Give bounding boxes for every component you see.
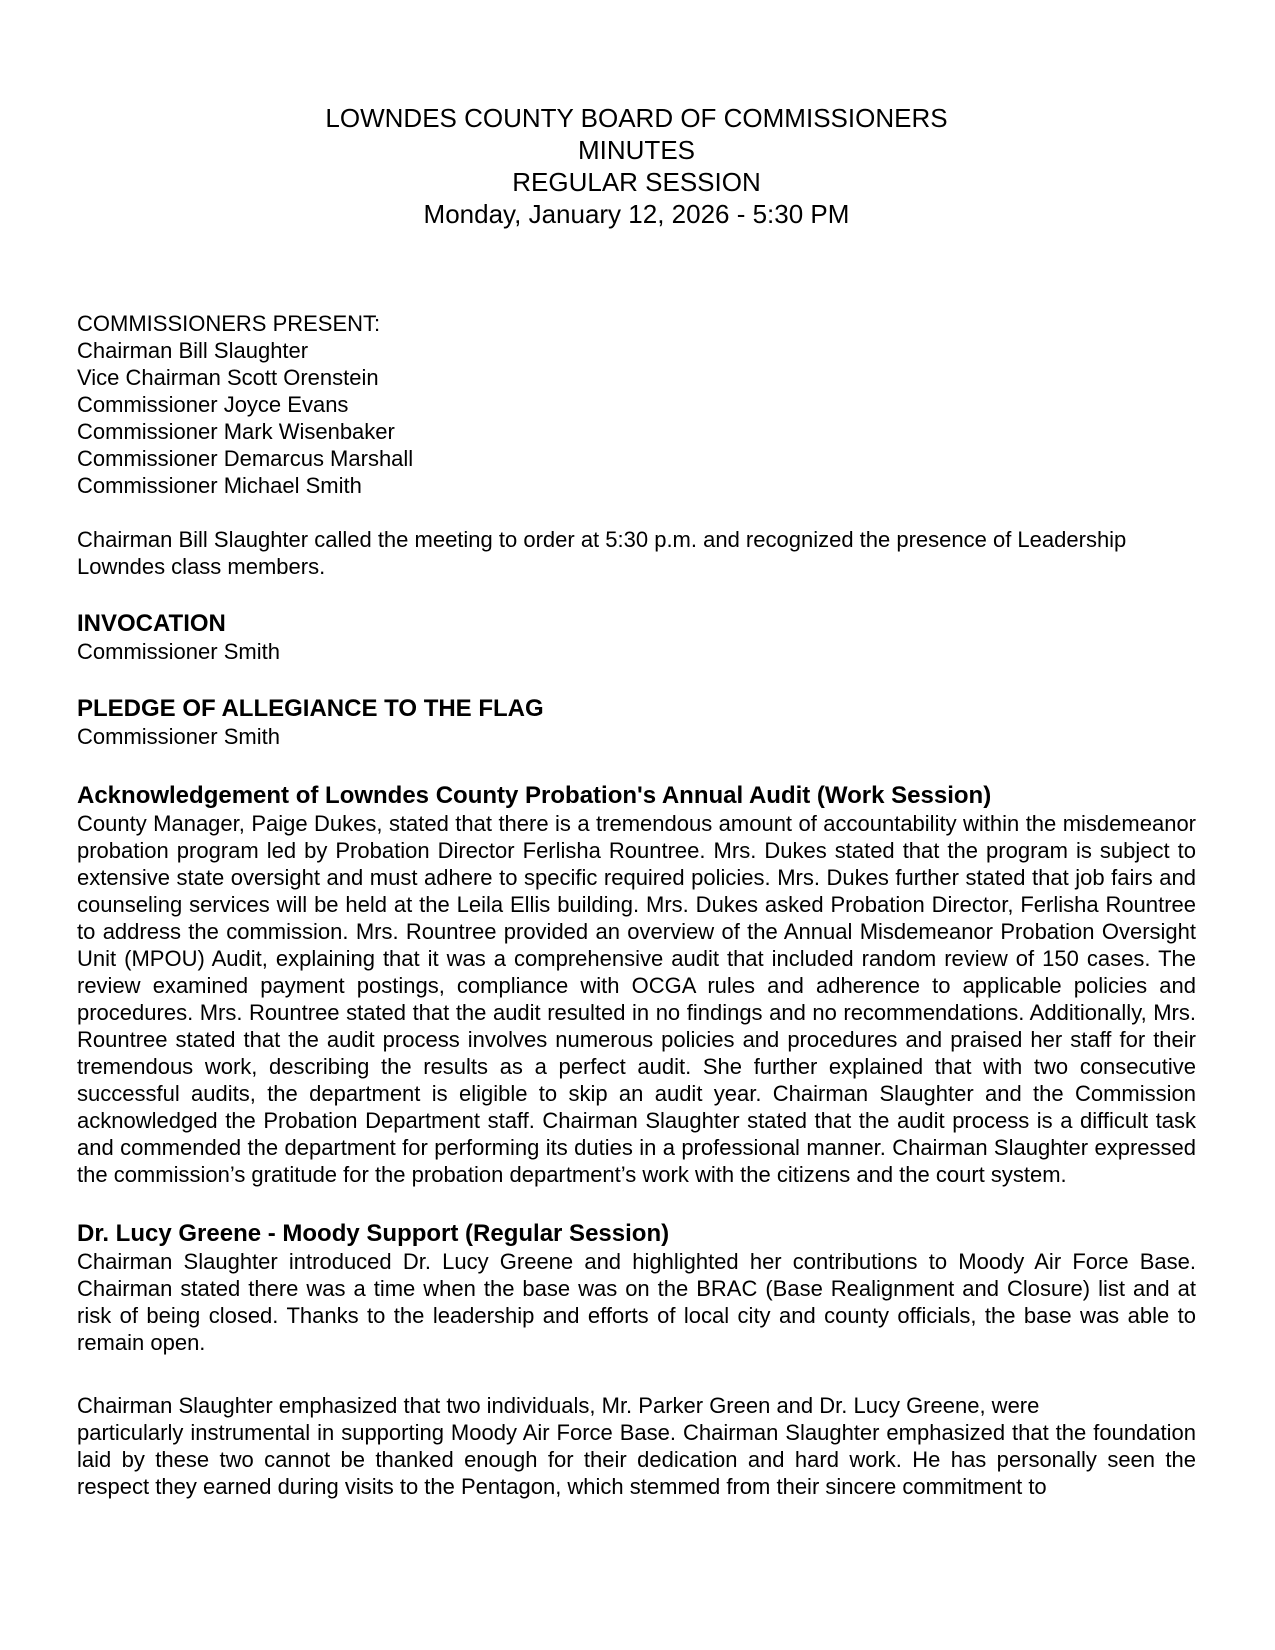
invocation-section xyxy=(77,610,1196,665)
attendee-commissioner-evans: Commissioner Joyce Evans xyxy=(77,392,349,417)
invocation-presenter: Commissioner Smith xyxy=(77,639,280,664)
attendee-vice-chairman: Vice Chairman Scott Orenstein xyxy=(77,365,379,390)
probation-audit-section xyxy=(77,782,1196,1188)
pledge-heading: PLEDGE OF ALLEGIANCE TO THE FLAG xyxy=(77,695,544,722)
pledge-presenter: Commissioner Smith xyxy=(77,724,280,749)
document-title: LOWNDES COUNTY BOARD OF COMMISSIONERS xyxy=(325,103,948,133)
attendee-commissioner-smith: Commissioner Michael Smith xyxy=(77,473,362,498)
moody-support-section xyxy=(77,1220,1196,1500)
document-subtitle-minutes: MINUTES xyxy=(578,135,695,165)
paragraph-first-line: Chairman Slaughter emphasized that two individuals, Mr. Parker Green and Dr. Lucy Greene, were xyxy=(77,1393,1040,1418)
pledge-section xyxy=(77,695,1196,750)
document-session-type: REGULAR SESSION xyxy=(512,167,761,197)
attendance-section xyxy=(77,310,1196,499)
moody-support-paragraph-2 xyxy=(77,1392,1196,1500)
moody-support-heading: Dr. Lucy Greene - Moody Support (Regular Session) xyxy=(77,1220,670,1247)
probation-audit-heading: Acknowledgement of Lowndes County Probation's Annual Audit (Work Session) xyxy=(77,782,992,809)
document-date-time: Monday, January 12, 2026 - 5:30 PM xyxy=(423,199,850,229)
attendee-commissioner-wisenbaker: Commissioner Mark Wisenbaker xyxy=(77,419,395,444)
call-to-order-paragraph: Chairman Bill Slaughter called the meeting to order at 5:30 p.m. and recognized the presence of Leadership Lowndes class members. xyxy=(77,527,1127,579)
paragraph-continuation: particularly instrumental in supporting Moody Air Force Base. Chairman Slaughter emphasized that the foundation laid by these two cannot be thanked enough for their dedication and hard work. He has personally seen the respect they earned during visits to the Pentagon, which stemmed from their sincere commitment to xyxy=(77,1420,1196,1499)
probation-audit-paragraph: County Manager, Paige Dukes, stated that there is a tremendous amount of accountability within the misdemeanor probation program led by Probation Director Ferlisha Rountree. Mrs. Dukes stated that the program is subject to extensive state oversight and must adhere to specific required policies. Mrs. Dukes further stated that job fairs and counseling services will be held at the Leila Ellis building. Mrs. Dukes asked Probation Director, Ferlisha Rountree to address the commission. Mrs. Rountree provided an overview of the Annual Misdemeanor Probation Oversight Unit (MPOU) Audit, explaining that it was a comprehensive audit that included random review of 150 cases. The review examined payment postings, compliance with OCGA rules and adherence to applicable policies and procedures. Mrs. Rountree stated that the audit resulted in no findings and no recommendations. Additionally, Mrs. Rountree stated that the audit process involves numerous policies and procedures and praised her staff for their tremendous work, describing the results as a perfect audit. She further explained that with two consecutive successful audits, the department is eligible to skip an audit year. Chairman Slaughter and the Commission acknowledged the Probation Department staff. Chairman Slaughter stated that the audit process is a difficult task and commended the department for performing its duties in a professional manner. Chairman Slaughter expressed the commission’s gratitude for the probation department’s work with the citizens and the court system. xyxy=(77,811,1196,1187)
attendee-commissioner-marshall: Commissioner Demarcus Marshall xyxy=(77,446,414,471)
moody-support-paragraph-1: Chairman Slaughter introduced Dr. Lucy Greene and highlighted her contributions to Moody Air Force Base. Chairman stated there was a time when the base was on the BRAC (Base Realignment and Closure) list and at risk of being closed. Thanks to the leadership and efforts of local city and county officials, the base was able to remain open. xyxy=(77,1249,1196,1355)
attendee-chairman: Chairman Bill Slaughter xyxy=(77,338,309,363)
document-header xyxy=(77,102,1196,230)
invocation-heading: INVOCATION xyxy=(77,610,226,637)
attendance-label: COMMISSIONERS PRESENT: xyxy=(77,311,381,336)
